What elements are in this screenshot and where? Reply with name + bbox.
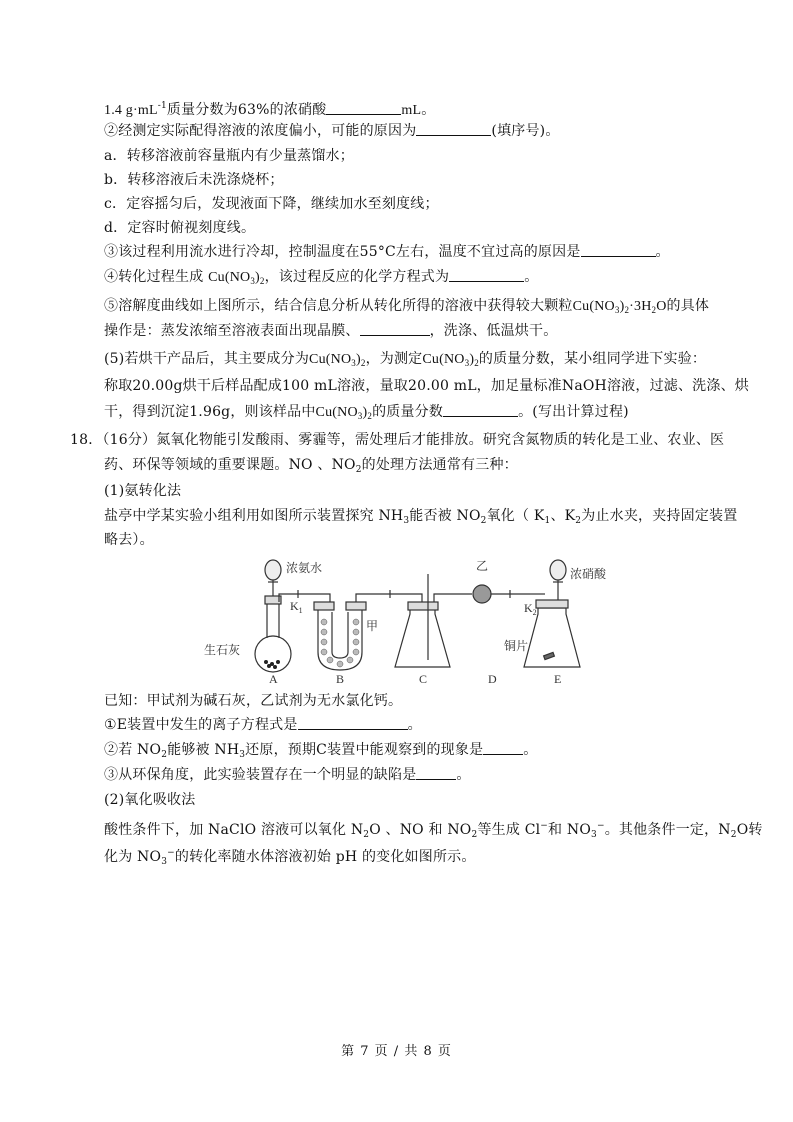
answer-blank[interactable] [416,765,456,780]
q17-part5-line-2: 称取20.00g烘干后样品配成100 mL溶液，量取20.00 mL，加足量标准NaOH溶液，过滤、洗涤、烘 [104,378,749,394]
option-b: b．转移溶液后未洗涤烧杯； [104,172,284,188]
method-1-title: (1)氨转化法 [104,483,182,499]
q17-line-2: ②经测定实际配得溶液的浓度偏小，可能的原因为 (填序号)。 [104,123,560,139]
q17-line-1: 1.4 $g\cdot mL^{-1}$质量分数为63%的浓硝酸 mL。 [104,101,436,118]
label-a: A [269,672,278,686]
method-1-line-2: 略去）。 [104,532,154,548]
subq-3: ③从环保角度，此实验装置存在一个明显的缺陷是 。 [104,767,471,783]
method-2-line-2: 化为 $NO_3^-$的转化率随水体溶液初始 pH 的变化如图所示。 [104,848,476,867]
page-footer: 第 7 页 / 共 8 页 [341,1044,452,1059]
q17-line-5: ⑤溶解度曲线如上图所示，结合信息分析从转化所得的溶液中获得较大颗粒$Cu(NO_3)_2\cdot 3H_2O$的具体 [104,298,710,315]
option-c: c．定容摇匀后，发现液面下降，继续加水至刻度线； [104,196,439,212]
funnel-a [265,560,281,580]
label-e: E [554,672,562,686]
q18-heading: 18．（16分）氮氧化物能引发酸雨、雾霾等，需处理后才能排放。研究含氮物质的转化是工业、农业、医 [70,432,725,448]
label-copper: 铜片 [504,639,529,653]
q17-line-4: ④转化过程生成 $Cu(NO_3)_2$，该过程反应的化学方程式为 。 [104,269,539,286]
q17-part5-line-1: (5)若烘干产品后，其主要成分为$Cu(NO_3)_2$，为测定$Cu(NO_3)_2$的质量分数，某小组同学进下实验： [104,351,707,368]
label-b: B [336,672,345,686]
label-lime: 生石灰 [204,643,241,657]
label-ammonia: 浓氨水 [286,561,323,575]
q17-part5-line-3: 干，得到沉淀1.96g，则该样品中$Cu(NO_3)_2$的质量分数 。(写出计算过程) [104,404,629,421]
funnel-e [550,560,566,580]
label-yi: 乙 [476,559,489,573]
q17-line-3: ③该过程利用流水进行冷却，控制温度在55°C左右，温度不宜过高的原因是 。 [104,244,670,260]
answer-blank[interactable] [443,402,518,417]
answer-blank[interactable] [360,321,430,336]
apparatus-figure [204,552,607,687]
q17-line-6: 操作是：蒸发浓缩至溶液表面出现晶膜、 ，洗涤、低温烘干。 [104,323,558,339]
flask-a [255,636,291,672]
answer-blank[interactable] [581,242,656,257]
option-d: d．定容时俯视刻度线。 [104,220,256,236]
known-info: 已知：甲试剂为碱石灰，乙试剂为无水氯化钙。 [104,693,403,709]
q18-heading-2: 药、环保等领域的重要课题。NO 、$NO_2$的处理方法通常有三种： [104,457,518,475]
method-2-title: (2)氧化吸收法 [104,792,196,808]
method-1-line-1: 盐亭中学某实验小组利用如图所示装置探究 $NH_3$能否被 $NO_2$氧化（ $K_1$、$K_2$为止水夹，夹持固定装置 [104,508,738,526]
subq-2: ②若 $NO_2$能够被 $NH_3$还原，预期C装置中能观察到的现象是 。 [104,742,538,760]
answer-blank[interactable] [298,715,408,730]
label-c: C [419,672,428,686]
label-nitric: 浓硝酸 [570,567,607,581]
label-jia: 甲 [366,619,379,633]
label-k2: $K_2$ [524,601,537,617]
flask-c [395,608,450,667]
method-2-line-1: 酸性条件下，加 NaClO 溶液可以氧化 $N_2O$ 、NO 和 $NO_2$等生成 Cl−和 $NO_3^-$。其他条件一定，$N_2O$转 [104,821,763,840]
label-d: D [488,672,497,686]
subq-1: ①E装置中发生的离子方程式是 。 [104,717,422,733]
label-k1: $K_1$ [290,599,303,615]
drying-tube-d [473,585,491,603]
answer-blank[interactable] [483,740,523,755]
answer-blank[interactable] [416,121,491,136]
answer-blank[interactable] [326,100,401,115]
option-a: a．转移溶液前容量瓶内有少量蒸馏水； [104,148,354,164]
answer-blank[interactable] [449,267,524,282]
